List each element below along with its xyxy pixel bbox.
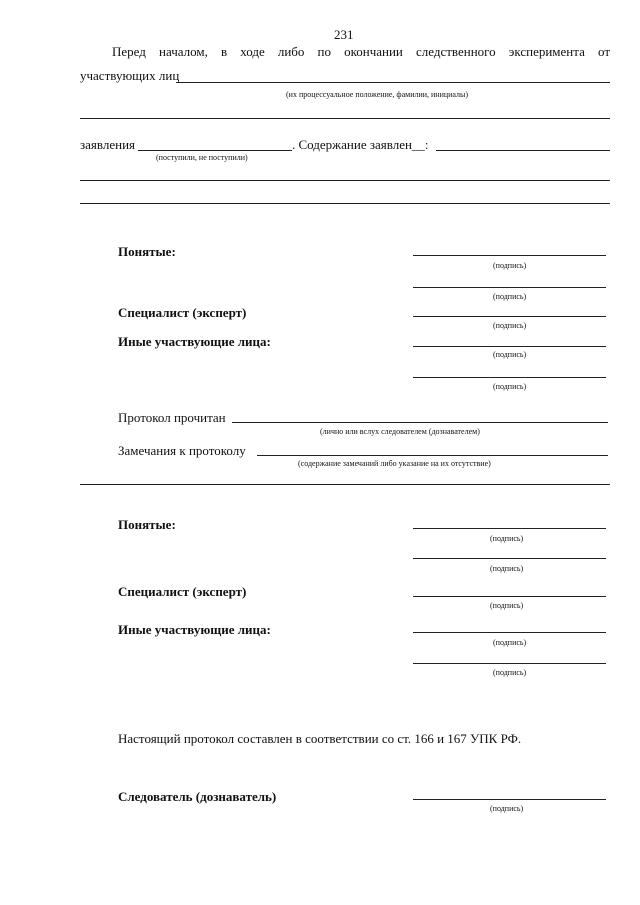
signature-line[interactable] <box>413 255 606 256</box>
intro-word: от <box>597 44 610 59</box>
protocol-read-label: Протокол прочитан <box>118 410 226 425</box>
signature-line[interactable] <box>413 632 606 633</box>
protocol-read-line[interactable] <box>232 422 608 423</box>
intro-line <box>112 44 610 60</box>
participants-field-line-2[interactable] <box>80 118 610 119</box>
intro-word: следственного <box>415 44 496 59</box>
remarks-caption: (содержание замечаний либо указание на их отсутствие) <box>298 459 491 468</box>
remarks-line[interactable] <box>257 455 608 456</box>
other-participants-label: Иные участвующие лица: <box>118 334 271 349</box>
statements-content-line[interactable] <box>436 150 610 151</box>
signature-line[interactable] <box>413 287 606 288</box>
specialist-label: Специалист (эксперт) <box>118 584 247 599</box>
signature-caption: (подпись) <box>493 292 527 301</box>
page-number: 231 <box>334 27 354 42</box>
signature-line[interactable] <box>413 377 606 378</box>
intro-word: по <box>317 44 331 59</box>
participants-field-line[interactable] <box>176 82 610 83</box>
protocol-read-caption: (лично или вслух следователем (дознавателем) <box>320 427 480 436</box>
signature-line[interactable] <box>413 528 606 529</box>
intro-word: в <box>220 44 228 59</box>
statements-content-line-3[interactable] <box>80 203 610 204</box>
witnesses-label: Понятые: <box>118 517 176 532</box>
intro-word: либо <box>277 44 305 59</box>
statements-caption: (поступили, не поступили) <box>156 153 248 162</box>
signature-caption: (подпись) <box>490 534 524 543</box>
signature-caption: (подпись) <box>490 564 524 573</box>
signature-caption: (подпись) <box>493 261 527 270</box>
statements-label: заявления <box>80 137 136 152</box>
legal-basis-text: Настоящий протокол составлен в соответствии со ст. 166 и 167 УПК РФ. <box>118 731 522 746</box>
signature-line[interactable] <box>413 663 606 664</box>
intro-word: началом, <box>158 44 208 59</box>
remarks-label: Замечания к протоколу <box>118 443 246 458</box>
signature-caption: (подпись) <box>493 638 527 647</box>
intro-word: ходе <box>240 44 265 59</box>
signature-line[interactable] <box>413 558 606 559</box>
signature-caption: (подпись) <box>493 350 527 359</box>
statements-field-line[interactable] <box>138 150 292 151</box>
signature-caption: (подпись) <box>493 321 527 330</box>
signature-caption: (подпись) <box>490 804 524 813</box>
signature-caption: (подпись) <box>493 668 527 677</box>
intro-word: Перед <box>112 44 146 59</box>
signature-line[interactable] <box>413 346 606 347</box>
witnesses-label: Понятые: <box>118 244 176 259</box>
intro-word: эксперимента <box>508 44 585 59</box>
investigator-signature-line[interactable] <box>413 799 606 800</box>
intro-word: окончании <box>344 44 403 59</box>
participants-label: участвующих лиц <box>80 68 180 83</box>
investigator-label: Следователь (дознаватель) <box>118 789 277 804</box>
specialist-label: Специалист (эксперт) <box>118 305 247 320</box>
other-participants-label: Иные участвующие лица: <box>118 622 271 637</box>
signature-line[interactable] <box>413 316 606 317</box>
statements-content-label: . Содержание заявлен__: <box>292 137 429 152</box>
signature-caption: (подпись) <box>493 382 527 391</box>
remarks-line-2[interactable] <box>80 484 610 485</box>
statements-content-line-2[interactable] <box>80 180 610 181</box>
participants-caption: (их процессуальное положение, фамилии, инициалы) <box>286 90 469 99</box>
signature-caption: (подпись) <box>490 601 524 610</box>
signature-line[interactable] <box>413 596 606 597</box>
